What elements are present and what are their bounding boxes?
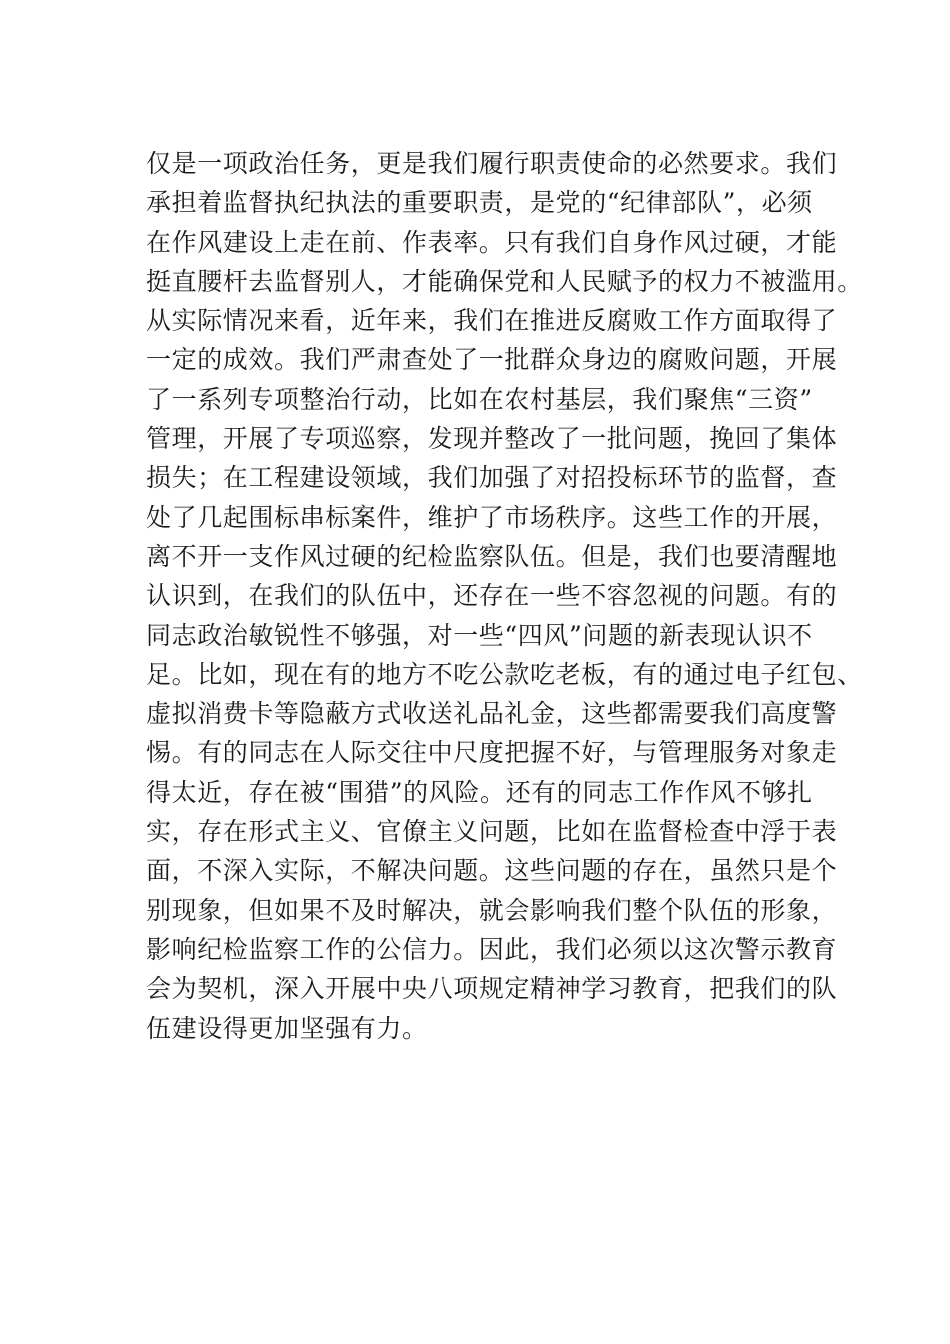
text-line: 惕。有的同志在人际交往中尺度把握不好，与管理服务对象走 [146,738,838,768]
text-line: 同志政治敏锐性不够强，对一些“四风”问题的新表现认识不 [146,620,813,650]
text-line: 足。比如，现在有的地方不吃公款吃老板，有的通过电子红包、 [146,659,863,689]
text-line: 离不开一支作风过硬的纪检监察队伍。但是，我们也要清醒地 [146,541,838,571]
text-line: 从实际情况来看，近年来，我们在推进反腐败工作方面取得了 [146,306,838,336]
text-line: 承担着监督执纪执法的重要职责，是党的“纪律部队”，必须 [146,188,813,218]
text-line: 别现象，但如果不及时解决，就会影响我们整个队伍的形象， [146,895,838,925]
text-line: 了一系列专项整治行动，比如在农村基层，我们聚焦“三资” [146,384,813,414]
text-line: 处了几起围标串标案件，维护了市场秩序。这些工作的开展， [146,502,838,532]
text-line: 会为契机，深入开展中央八项规定精神学习教育，把我们的队 [146,974,838,1004]
text-line: 在作风建设上走在前、作表率。只有我们自身作风过硬，才能 [146,227,838,257]
text-line: 面，不深入实际，不解决问题。这些问题的存在，虽然只是个 [146,856,838,886]
text-line: 损失；在工程建设领域，我们加强了对招投标环节的监督，查 [146,463,838,493]
body-paragraph [146,144,863,1048]
text-line: 仅是一项政治任务，更是我们履行职责使命的必然要求。我们 [146,149,838,178]
text-line: 伍建设得更加坚强有力。 [146,1013,428,1043]
text-line: 得太近，存在被“围猎”的风险。还有的同志工作作风不够扎 [146,777,813,807]
text-line: 实，存在形式主义、官僚主义问题，比如在监督检查中浮于表 [146,817,838,847]
text-line: 一定的成效。我们严肃查处了一批群众身边的腐败问题，开展 [146,345,838,375]
text-line: 影响纪检监察工作的公信力。因此，我们必须以这次警示教育 [146,934,838,964]
text-line: 管理，开展了专项巡察，发现并整改了一批问题，挽回了集体 [146,424,838,454]
text-line: 认识到，在我们的队伍中，还存在一些不容忽视的问题。有的 [146,581,838,611]
text-line: 虚拟消费卡等隐蔽方式收送礼品礼金，这些都需要我们高度警 [146,699,838,729]
text-line: 挺直腰杆去监督别人，才能确保党和人民赋予的权力不被滥用。 [146,266,863,296]
